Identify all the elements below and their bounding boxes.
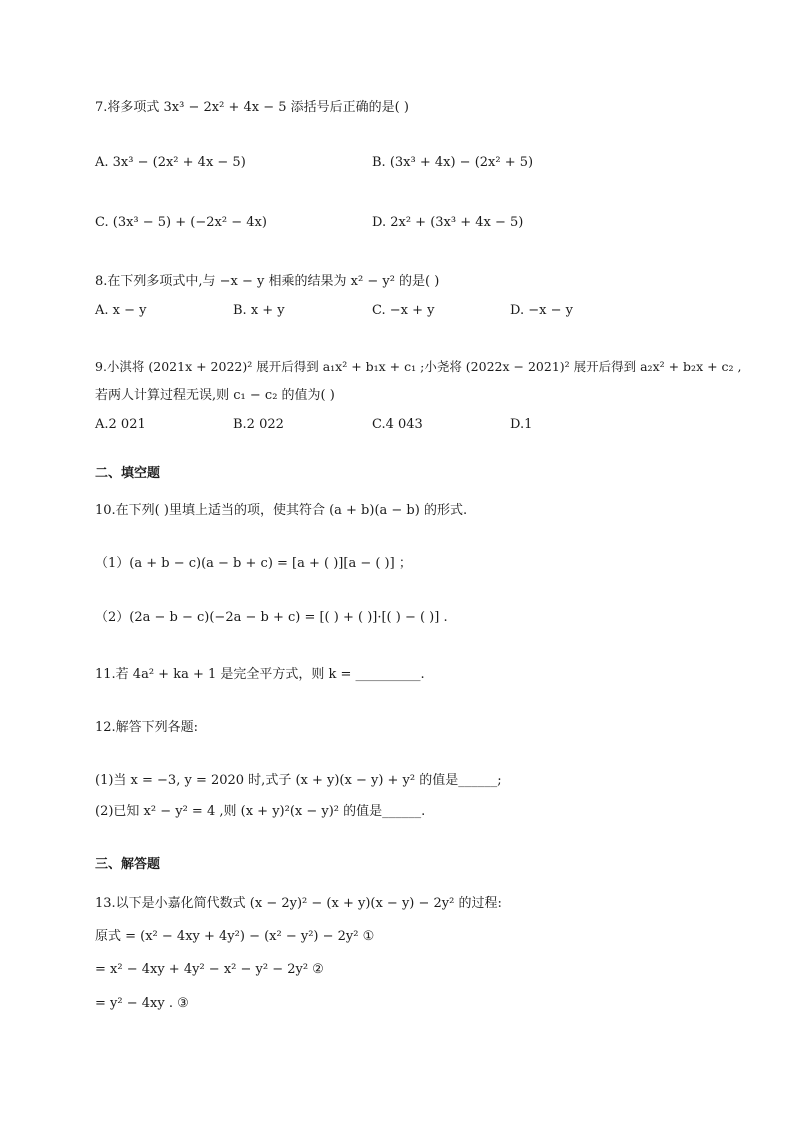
q11-stem: 11.若 4a² + ka + 1 是完全平方式，则 k = __________.	[95, 667, 425, 682]
section-answer-title: 三、解答题	[95, 857, 161, 872]
q9-option-c: C.4 043	[372, 417, 423, 432]
q9-option-a: A.2 021	[95, 417, 146, 432]
q7-option-b: B. (3x³ + 4x) − (2x² + 5)	[372, 155, 534, 170]
q13-step3: = y² − 4xy . ③	[95, 996, 189, 1011]
q8-option-d: D. −x − y	[510, 303, 573, 318]
section-fill-in-title: 二、填空题	[95, 466, 161, 481]
q8-option-b: B. x + y	[233, 303, 285, 318]
q7-option-c: C. (3x³ − 5) + (−2x² − 4x)	[95, 215, 267, 230]
q10-part1: （1）(a + b − c)(a − b + c) = [a + ( )][a − ( )] ；	[95, 556, 412, 571]
q8-stem: 8.在下列多项式中,与 −x − y 相乘的结果为 x² − y² 的是( )	[95, 274, 440, 289]
q7-option-d: D. 2x² + (3x³ + 4x − 5)	[372, 215, 524, 230]
q9-option-d: D.1	[510, 417, 533, 432]
q12-part2: (2)已知 x² − y² = 4 ,则 (x + y)²(x − y)² 的值是______.	[95, 804, 426, 819]
q13-step1: 原式 = (x² − 4xy + 4y²) − (x² − y²) − 2y² ①	[95, 929, 375, 944]
q13-stem: 13.以下是小嘉化简代数式 (x − 2y)² − (x + y)(x − y) − 2y² 的过程:	[95, 896, 502, 911]
q8-option-a: A. x − y	[95, 303, 147, 318]
q12-stem: 12.解答下列各题:	[95, 720, 199, 735]
q13-step2: = x² − 4xy + 4y² − x² − y² − 2y² ②	[95, 962, 324, 977]
q9-stem-line2: 若两人计算过程无误,则 c₁ − c₂ 的值为( )	[95, 388, 335, 403]
q8-option-c: C. −x + y	[372, 303, 435, 318]
q9-stem-line1: 9.小淇将 (2021x + 2022)² 展开后得到 a₁x² + b₁x + c₁ ;小尧将 (2022x − 2021)² 展开后得到 a₂x² + b₂x + c₂ ,	[95, 359, 742, 374]
q10-stem: 10.在下列( )里填上适当的项，使其符合 (a + b)(a − b) 的形式.	[95, 503, 468, 518]
q7-option-a: A. 3x³ − (2x² + 4x − 5)	[95, 155, 246, 170]
q10-part2: （2）(2a − b − c)(−2a − b + c) = [( ) + ( )]·[( ) − ( )] .	[95, 610, 448, 625]
q12-part1: (1)当 x = −3, y = 2020 时,式子 (x + y)(x − y) + y² 的值是______;	[95, 773, 502, 788]
q7-stem: 7.将多项式 3x³ − 2x² + 4x − 5 添括号后正确的是( )	[95, 100, 409, 115]
q9-option-b: B.2 022	[233, 417, 284, 432]
